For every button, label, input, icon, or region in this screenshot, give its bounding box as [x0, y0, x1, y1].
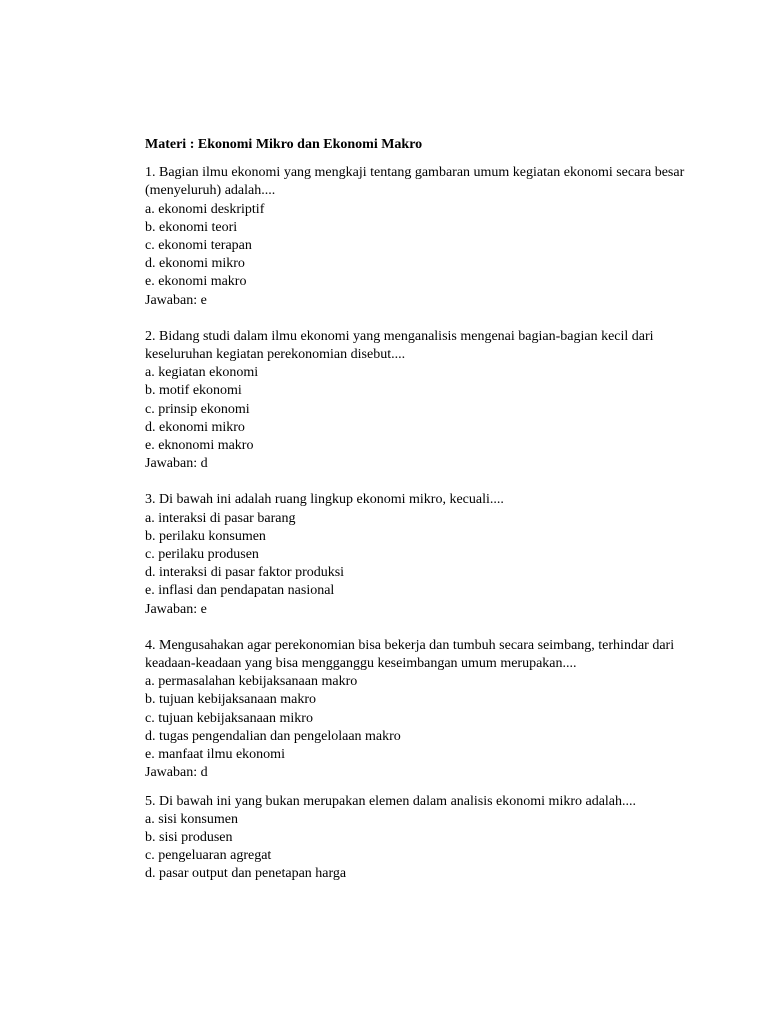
option-a: a. sisi konsumen [145, 811, 238, 827]
spacer [145, 783, 705, 793]
document-content [145, 136, 705, 884]
option-b: b. perilaku konsumen [145, 528, 266, 544]
option-a: a. interaksi di pasar barang [145, 510, 296, 526]
option-c: c. ekonomi terapan [145, 238, 252, 254]
option-c: c. perilaku produsen [145, 547, 259, 563]
question-5 [145, 793, 705, 884]
question-2 [145, 328, 705, 474]
question-text: 5. Di bawah ini yang bukan merupakan elemen dalam analisis ekonomi mikro adalah.... [145, 793, 637, 809]
option-c: c. pengeluaran agregat [145, 848, 272, 864]
answer-line: Jawaban: d [145, 765, 208, 781]
question-text: 2. Bidang studi dalam ilmu ekonomi yang menganalisis mengenai bagian-bagian kecil dari keseluruhan kegiatan perekonomian disebut.... [145, 328, 654, 363]
question-4 [145, 637, 705, 783]
option-a: a. ekonomi deskriptif [145, 201, 265, 217]
document-title: Materi : Ekonomi Mikro dan Ekonomi Makro [145, 137, 423, 152]
option-b: b. ekonomi teori [145, 219, 238, 235]
option-a: a. permasalahan kebijaksanaan makro [145, 674, 358, 690]
option-e: e. eknonomi makro [145, 438, 254, 454]
option-e: e. ekonomi makro [145, 274, 247, 290]
answer-line: Jawaban: e [145, 292, 207, 308]
answer-line: Jawaban: e [145, 601, 207, 617]
option-b: b. tujuan kebijaksanaan makro [145, 692, 317, 708]
option-c: c. prinsip ekonomi [145, 401, 250, 417]
question-text: 3. Di bawah ini adalah ruang lingkup ekonomi mikro, kecuali.... [145, 492, 504, 508]
option-e: e. manfaat ilmu ekonomi [145, 747, 285, 763]
question-1 [145, 164, 705, 310]
option-e: e. inflasi dan pendapatan nasional [145, 583, 335, 599]
question-text: 4. Mengusahakan agar perekonomian bisa bekerja dan tumbuh secara seimbang, terhindar dari keadaan-keadaan yang bisa mengganggu keseimbangan umum merupakan.... [145, 637, 675, 672]
option-d: d. pasar output dan penetapan harga [145, 866, 347, 882]
option-d: d. ekonomi mikro [145, 256, 245, 272]
spacer [145, 310, 705, 328]
option-b: b. motif ekonomi [145, 383, 242, 399]
answer-line: Jawaban: d [145, 456, 208, 472]
option-b: b. sisi produsen [145, 829, 233, 845]
question-text: 1. Bagian ilmu ekonomi yang mengkaji tentang gambaran umum kegiatan ekonomi secara besar (menyeluruh) adalah.... [145, 165, 685, 199]
option-d: d. ekonomi mikro [145, 419, 245, 435]
spacer [145, 473, 705, 491]
spacer [145, 619, 705, 637]
option-d: d. interaksi di pasar faktor produksi [145, 565, 345, 581]
question-3 [145, 491, 705, 618]
option-c: c. tujuan kebijaksanaan mikro [145, 710, 313, 726]
option-d: d. tugas pengendalian dan pengelolaan makro [145, 728, 401, 744]
option-a: a. kegiatan ekonomi [145, 365, 259, 381]
